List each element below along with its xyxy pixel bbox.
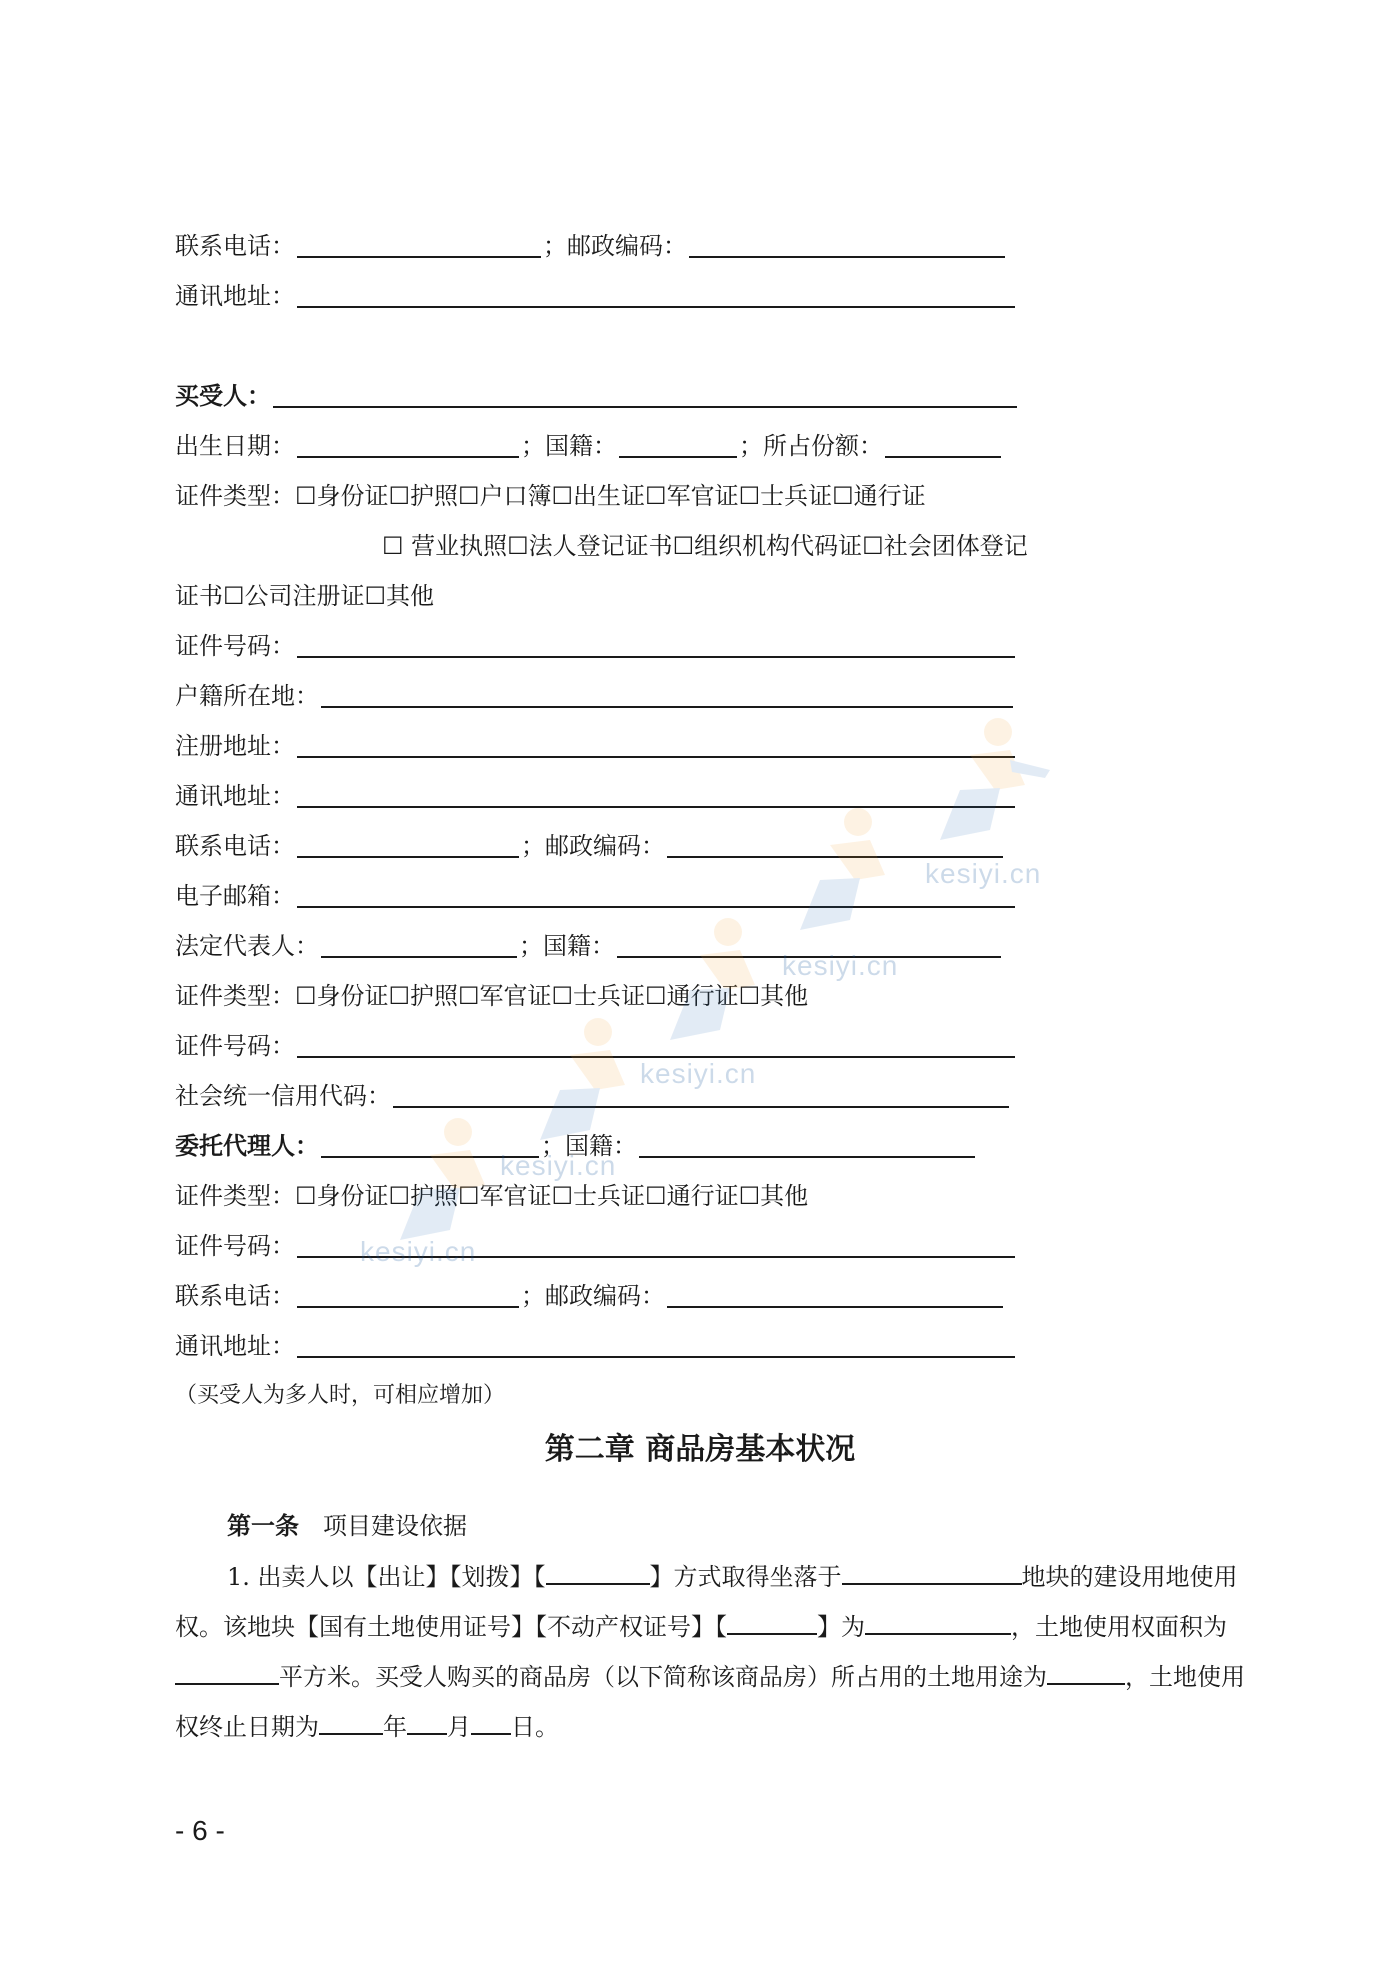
watermark-text: kesiyi.cn [360, 1236, 477, 1267]
agent-label: 委托代理人： [175, 1131, 319, 1160]
clause-text: 1. 出卖人以【出让】【划拨】【 [227, 1563, 546, 1591]
cert-no-blank[interactable] [727, 1607, 817, 1635]
nationality-blank[interactable] [619, 430, 737, 458]
month-blank[interactable] [407, 1707, 447, 1735]
clause-text: ，土地使用权终止日期为 [175, 1663, 1245, 1741]
field-label: ；邮政编码： [521, 1282, 665, 1310]
buyer-line [175, 378, 1019, 414]
field-label: ；所占份额： [739, 432, 883, 460]
land-area-blank[interactable] [175, 1657, 279, 1685]
legal-rep-id-no-blank[interactable] [297, 1030, 1015, 1058]
buyer-label: 买受人： [175, 381, 271, 410]
id-type-options[interactable]: 证件类型：☐身份证☐护照☐户口簿☐出生证☐军官证☐士兵证☐通行证 [175, 482, 926, 510]
email-line [175, 878, 1017, 914]
field-label: ；国籍： [519, 932, 615, 960]
reg-address-line [175, 728, 1017, 764]
buyer-birth-line [175, 428, 1003, 464]
buyer-id-type-2 [382, 528, 1028, 564]
clause-text: ，土地使用权面积为 [1011, 1613, 1227, 1641]
year-blank[interactable] [319, 1707, 383, 1735]
seller-address-blank[interactable] [297, 280, 1015, 308]
id-type-options[interactable]: 证件类型：☐身份证☐护照☐军官证☐士兵证☐通行证☐其他 [175, 982, 809, 1010]
field-label: 社会统一信用代码： [175, 1082, 391, 1110]
seller-phone-blank[interactable] [297, 230, 541, 258]
field-label: ；国籍： [521, 432, 617, 460]
field-label: 联系电话： [175, 232, 295, 260]
id-type-options[interactable]: ☐ 营业执照☐法人登记证书☐组织机构代码证☐社会团体登记 [382, 532, 1028, 560]
seller-phone-line [175, 228, 1007, 264]
share-blank[interactable] [885, 430, 1001, 458]
reg-address-blank[interactable] [297, 730, 1015, 758]
buyer-postcode-blank[interactable] [667, 830, 1003, 858]
agent-nationality-blank[interactable] [639, 1130, 975, 1158]
page-number: - 6 - [175, 1815, 225, 1846]
watermark-text: kesiyi.cn [782, 950, 899, 981]
agent-phone-blank[interactable] [297, 1280, 519, 1308]
buyer-address-blank[interactable] [297, 780, 1015, 808]
land-use-blank[interactable] [1047, 1657, 1125, 1685]
acquire-method-blank[interactable] [546, 1557, 650, 1585]
clause-text: 】为 [817, 1613, 865, 1641]
field-label: ；邮政编码： [521, 832, 665, 860]
buyer-phone-blank[interactable] [297, 830, 519, 858]
article-number: 第一条 [227, 1511, 299, 1540]
field-label: 法定代表人： [175, 932, 319, 960]
multi-buyer-note [175, 1378, 505, 1414]
buyer-id-type-3 [175, 578, 434, 614]
agent-id-no-line [175, 1228, 1017, 1264]
article-heading [227, 1508, 467, 1544]
email-blank[interactable] [297, 880, 1015, 908]
note-text: （买受人为多人时，可相应增加） [175, 1383, 506, 1408]
field-label: 电子邮箱： [175, 882, 295, 910]
buyer-name-blank[interactable] [273, 380, 1017, 408]
agent-address-blank[interactable] [297, 1330, 1015, 1358]
clause-text: 地块的建设用地使用权。该地块【国有土地使用证号】【不动产权证号】【 [175, 1563, 1238, 1641]
day-blank[interactable] [471, 1707, 511, 1735]
buyer-id-type-1 [175, 478, 926, 514]
location-blank[interactable] [842, 1557, 1022, 1585]
seller-postcode-blank[interactable] [689, 230, 1005, 258]
legal-rep-id-no-line [175, 1028, 1017, 1064]
cert-value-blank[interactable] [865, 1607, 1011, 1635]
seller-address-line [175, 278, 1017, 314]
field-label: 户籍所在地： [175, 682, 319, 710]
agent-id-type [175, 1178, 808, 1214]
id-type-options[interactable]: 证件类型：☐身份证☐护照☐军官证☐士兵证☐通行证☐其他 [175, 1182, 809, 1210]
field-label: 通讯地址： [175, 782, 295, 810]
field-label: 联系电话： [175, 832, 295, 860]
watermark-text: kesiyi.cn [640, 1058, 757, 1089]
clause-text: 年 [383, 1713, 407, 1741]
chapter-title: 第二章 商品房基本状况 [544, 1432, 856, 1467]
household-blank[interactable] [321, 680, 1013, 708]
clause-text: 月 [447, 1713, 471, 1741]
legal-rep-blank[interactable] [321, 930, 517, 958]
birth-blank[interactable] [297, 430, 519, 458]
clause-text: 日。 [511, 1713, 559, 1741]
field-label: 出生日期： [175, 432, 295, 460]
clause-paragraph [175, 1552, 1245, 1752]
clause-text: 平方米。买受人购买的商品房（以下简称该商品房）所占用的土地用途为 [279, 1663, 1047, 1691]
watermark-text: kesiyi.cn [500, 1150, 617, 1181]
clause-text: 】方式取得坐落于 [649, 1563, 842, 1591]
buyer-address-line [175, 778, 1017, 814]
field-label: 通讯地址： [175, 1332, 295, 1360]
article-title: 项目建设依据 [323, 1512, 467, 1540]
id-no-blank[interactable] [297, 630, 1015, 658]
agent-address-line [175, 1328, 1017, 1364]
field-label: 注册地址： [175, 732, 295, 760]
field-label: ；邮政编码： [543, 232, 687, 260]
field-label: 证件号码： [175, 632, 295, 660]
field-label: 证件号码： [175, 1232, 295, 1260]
buyer-id-no-line [175, 628, 1017, 664]
buyer-phone-line [175, 828, 1005, 864]
agent-postcode-blank[interactable] [667, 1280, 1003, 1308]
household-line [175, 678, 1015, 714]
watermark-text: kesiyi.cn [925, 858, 1042, 889]
field-label: 证件号码： [175, 1032, 295, 1060]
legal-rep-id-type [175, 978, 808, 1014]
agent-phone-line [175, 1278, 1005, 1314]
field-label: 通讯地址： [175, 282, 295, 310]
id-type-options[interactable]: 证书☐公司注册证☐其他 [175, 582, 435, 610]
credit-code-line [175, 1078, 1011, 1114]
field-label: ；国籍： [541, 1132, 637, 1160]
field-label: 联系电话： [175, 1282, 295, 1310]
